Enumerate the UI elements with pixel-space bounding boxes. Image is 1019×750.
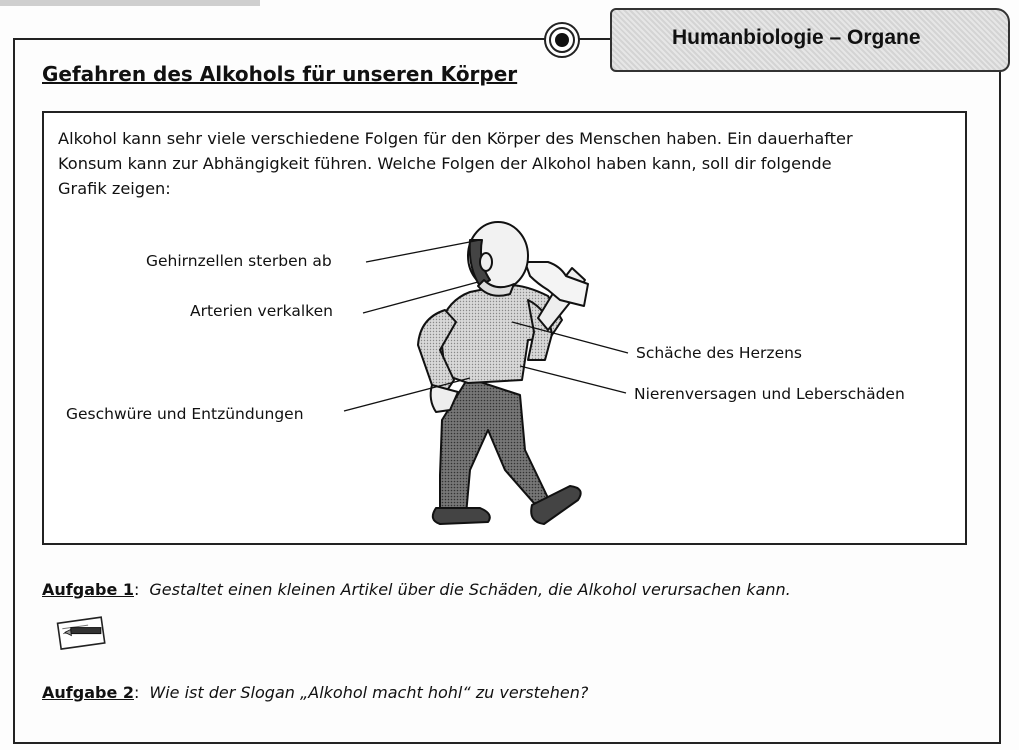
intro-line: Konsum kann zur Abhängigkeit führen. Welche Folgen der Alkohol haben kann, soll dir folgende <box>58 154 832 173</box>
banner-title: Humanbiologie – Organe <box>672 26 921 49</box>
task-1-text: Gestaltet einen kleinen Artikel über die Schäden, die Alkohol verursachen kann. <box>149 580 791 599</box>
task-2-text: Wie ist der Slogan „Alkohol macht hohl“ zu verstehen? <box>149 683 589 702</box>
label-heart: Schäche des Herzens <box>636 344 803 362</box>
label-arteries: Arterien verkalken <box>190 302 333 320</box>
label-ulcers: Geschwüre und Entzündungen <box>66 405 304 423</box>
task-2 <box>42 683 588 702</box>
task-1-label: Aufgabe 1 <box>42 580 134 599</box>
page-title: Gefahren des Alkohols für unseren Körper <box>42 62 518 86</box>
task-1-colon: : <box>134 580 140 599</box>
intro-line: Alkohol kann sehr viele verschiedene Folgen für den Körper des Menschen haben. Ein dauerhafter <box>58 129 853 148</box>
label-kidney-liver: Nierenversagen und Leberschäden <box>634 385 905 403</box>
pencil-paper-icon <box>55 614 109 650</box>
intro-line: Grafik zeigen: <box>58 179 171 198</box>
task-2-colon: : <box>134 683 140 702</box>
task-2-label: Aufgabe 2 <box>42 683 134 702</box>
label-brain: Gehirnzellen sterben ab <box>146 252 332 270</box>
task-1 <box>42 580 791 599</box>
